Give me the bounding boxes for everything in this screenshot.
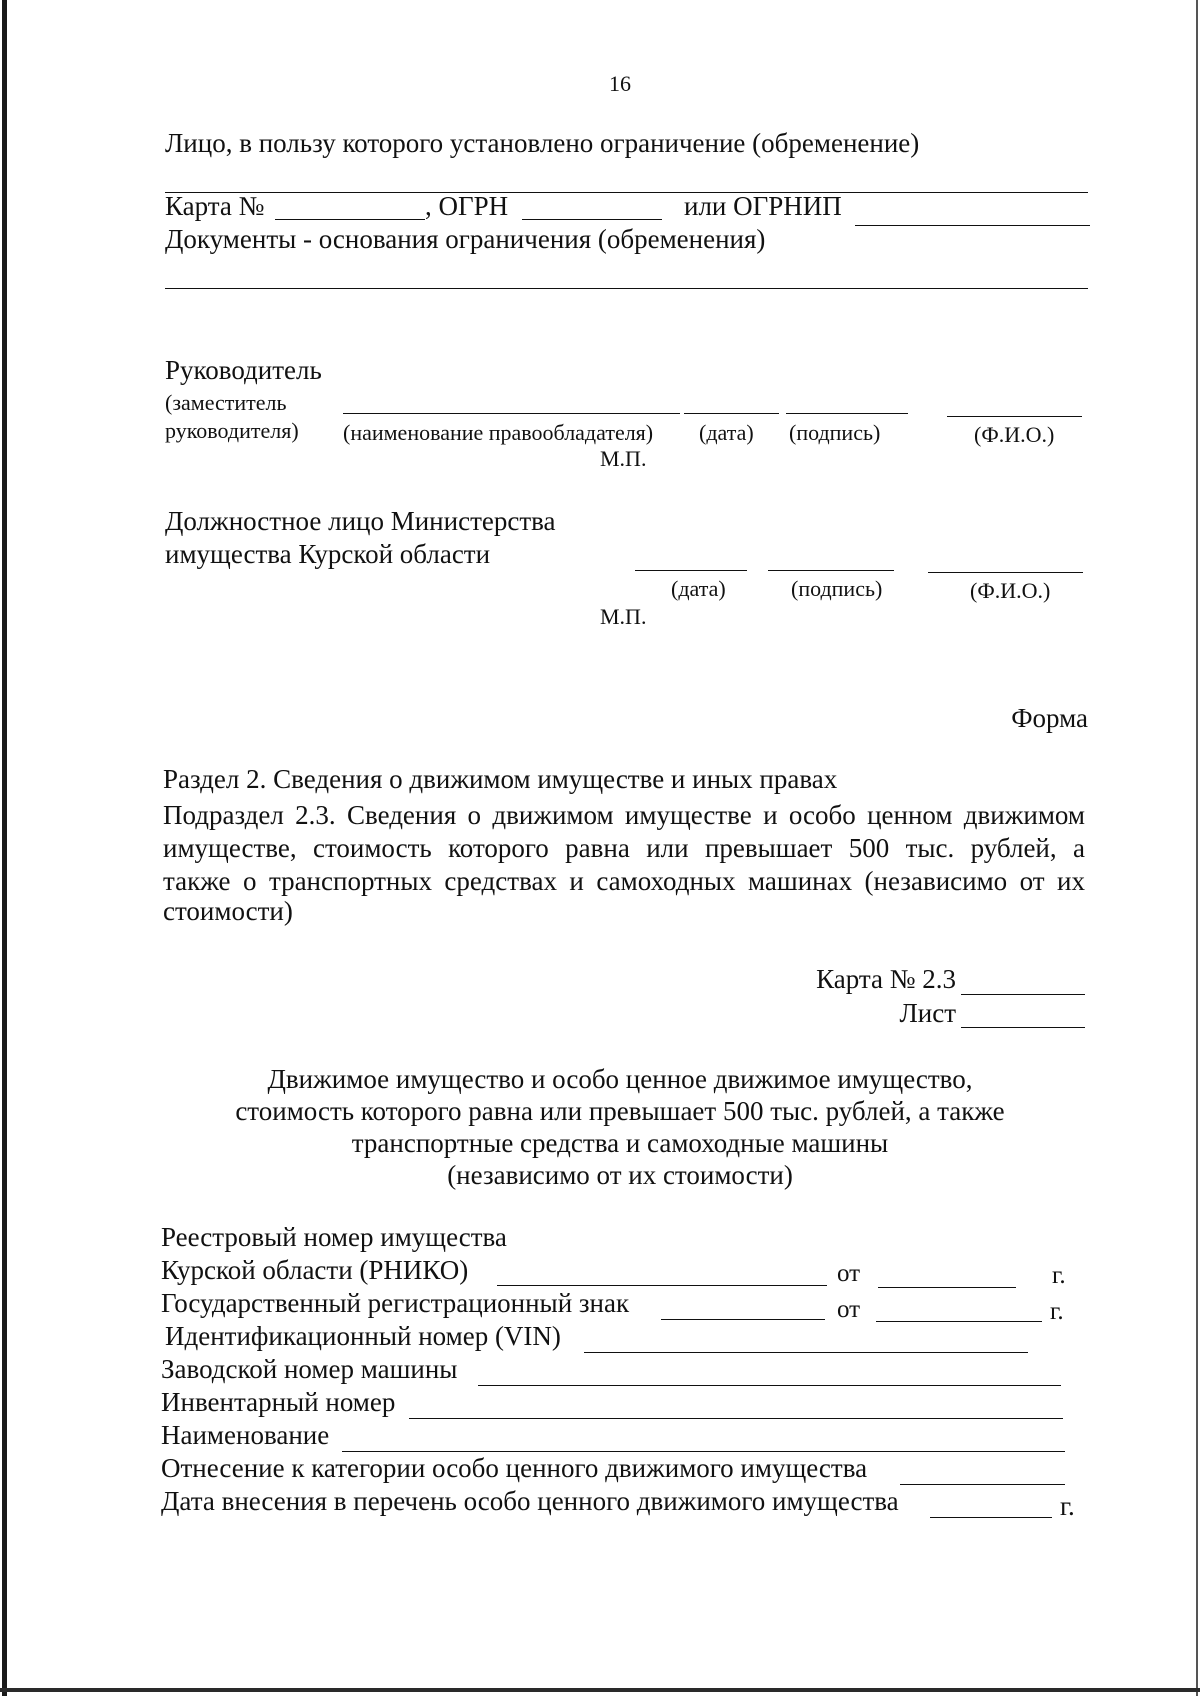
vin-field-line [584, 1352, 1028, 1353]
form-label: Форма [1011, 703, 1088, 733]
heading-line-4: (независимо от их стоимости) [447, 1160, 793, 1190]
scan-bottom-edge [0, 1688, 1200, 1692]
item-name-line [342, 1451, 1065, 1452]
head-signature-caption: (подпись) [789, 420, 881, 445]
inventory-number-label: Инвентарный номер [161, 1387, 396, 1417]
registry-date-line [878, 1287, 1016, 1288]
card-2-3-field-line [961, 994, 1085, 995]
subsection-line-1: Подраздел 2.3. Сведения о движимом имуществе и особо ценном движимом [163, 800, 1085, 830]
head-fio-line [947, 416, 1082, 417]
ministry-stamp-label: М.П. [600, 604, 647, 629]
factory-number-line [478, 1385, 1061, 1386]
section-title: Раздел 2. Сведения о движимом имуществе и иных правах [163, 764, 838, 794]
head-fio-caption: (Ф.И.О.) [974, 422, 1055, 447]
subsection-line-3: также о транспортных средствах и самоходных машинах (независимо от их [163, 866, 1085, 896]
heading-line-3: транспортные средства и самоходные машины [351, 1128, 889, 1158]
scan-right-edge [1196, 0, 1198, 1696]
plate-date-line [876, 1321, 1042, 1322]
factory-number-label: Заводской номер машины [161, 1354, 458, 1384]
head-label: Руководитель [165, 355, 322, 385]
category-label: Отнесение к категории особо ценного движимого имущества [161, 1453, 868, 1483]
card-2-3-label: Карта № 2.3 [816, 964, 956, 994]
ministry-date-caption: (дата) [671, 576, 726, 601]
date-listed-label: Дата внесения в перечень особо ценного движимого имущества [161, 1486, 899, 1516]
registry-year-suffix: г. [1052, 1262, 1066, 1289]
page-number: 16 [609, 71, 631, 96]
registry-label-line2: Курской области (РНИКО) [161, 1255, 469, 1285]
date-listed-year-suffix: г. [1060, 1491, 1075, 1521]
ogrn-label: , ОГРН [425, 191, 509, 221]
plate-year-suffix: г. [1050, 1298, 1064, 1325]
registry-number-line [497, 1285, 827, 1286]
date-listed-field-line [930, 1517, 1052, 1518]
ogrnip-label: или ОГРНИП [684, 191, 842, 221]
documents-label: Документы - основания ограничения (обременения) [165, 224, 766, 254]
vin-label: Идентификационный номер (VIN) [165, 1321, 561, 1351]
item-name-label: Наименование [161, 1420, 330, 1450]
head-date-caption: (дата) [699, 420, 754, 445]
category-field-line [900, 1484, 1065, 1485]
card-number-field-line [275, 219, 425, 220]
holder-name-line [343, 413, 680, 414]
ogrnip-field-line [855, 225, 1090, 226]
plate-from-label: от [837, 1296, 861, 1323]
inventory-number-line [409, 1418, 1063, 1419]
deputy-line2: руководителя) [165, 418, 299, 443]
plate-number-line [661, 1319, 825, 1320]
sheet-label: Лист [899, 998, 956, 1028]
scan-left-edge [2, 0, 7, 1696]
head-date-line [684, 413, 779, 414]
ministry-fio-caption: (Ф.И.О.) [970, 578, 1051, 603]
beneficiary-field-line [165, 192, 1088, 193]
ministry-signature-line [768, 570, 894, 571]
heading-line-2: стоимость которого равна или превышает 500 тыс. рублей, а также [235, 1096, 1005, 1126]
sheet-field-line [961, 1027, 1085, 1028]
plate-label: Государственный регистрационный знак [161, 1288, 630, 1318]
ogrn-field-line [522, 219, 662, 220]
head-signature-line [786, 413, 908, 414]
heading-line-1: Движимое имущество и особо ценное движимое имущество, [267, 1064, 973, 1094]
official-line1: Должностное лицо Министерства [165, 506, 556, 536]
deputy-line1: (заместитель [165, 390, 287, 415]
holder-name-caption: (наименование правообладателя) [343, 420, 654, 445]
head-stamp-label: М.П. [600, 446, 647, 471]
ministry-date-line [635, 570, 747, 571]
documents-field-line [165, 288, 1088, 289]
beneficiary-label: Лицо, в пользу которого установлено ограничение (обременение) [165, 128, 920, 158]
ministry-signature-caption: (подпись) [791, 576, 883, 601]
official-line2: имущества Курской области [165, 539, 491, 569]
card-number-label: Карта № [165, 191, 265, 221]
registry-label-line1: Реестровый номер имущества [161, 1222, 507, 1252]
subsection-line-4: стоимости) [163, 896, 293, 926]
ministry-fio-line [928, 572, 1083, 573]
registry-from-label: от [837, 1260, 861, 1287]
subsection-line-2: имуществе, стоимость которого равна или превышает 500 тыс. рублей, а [163, 833, 1085, 863]
